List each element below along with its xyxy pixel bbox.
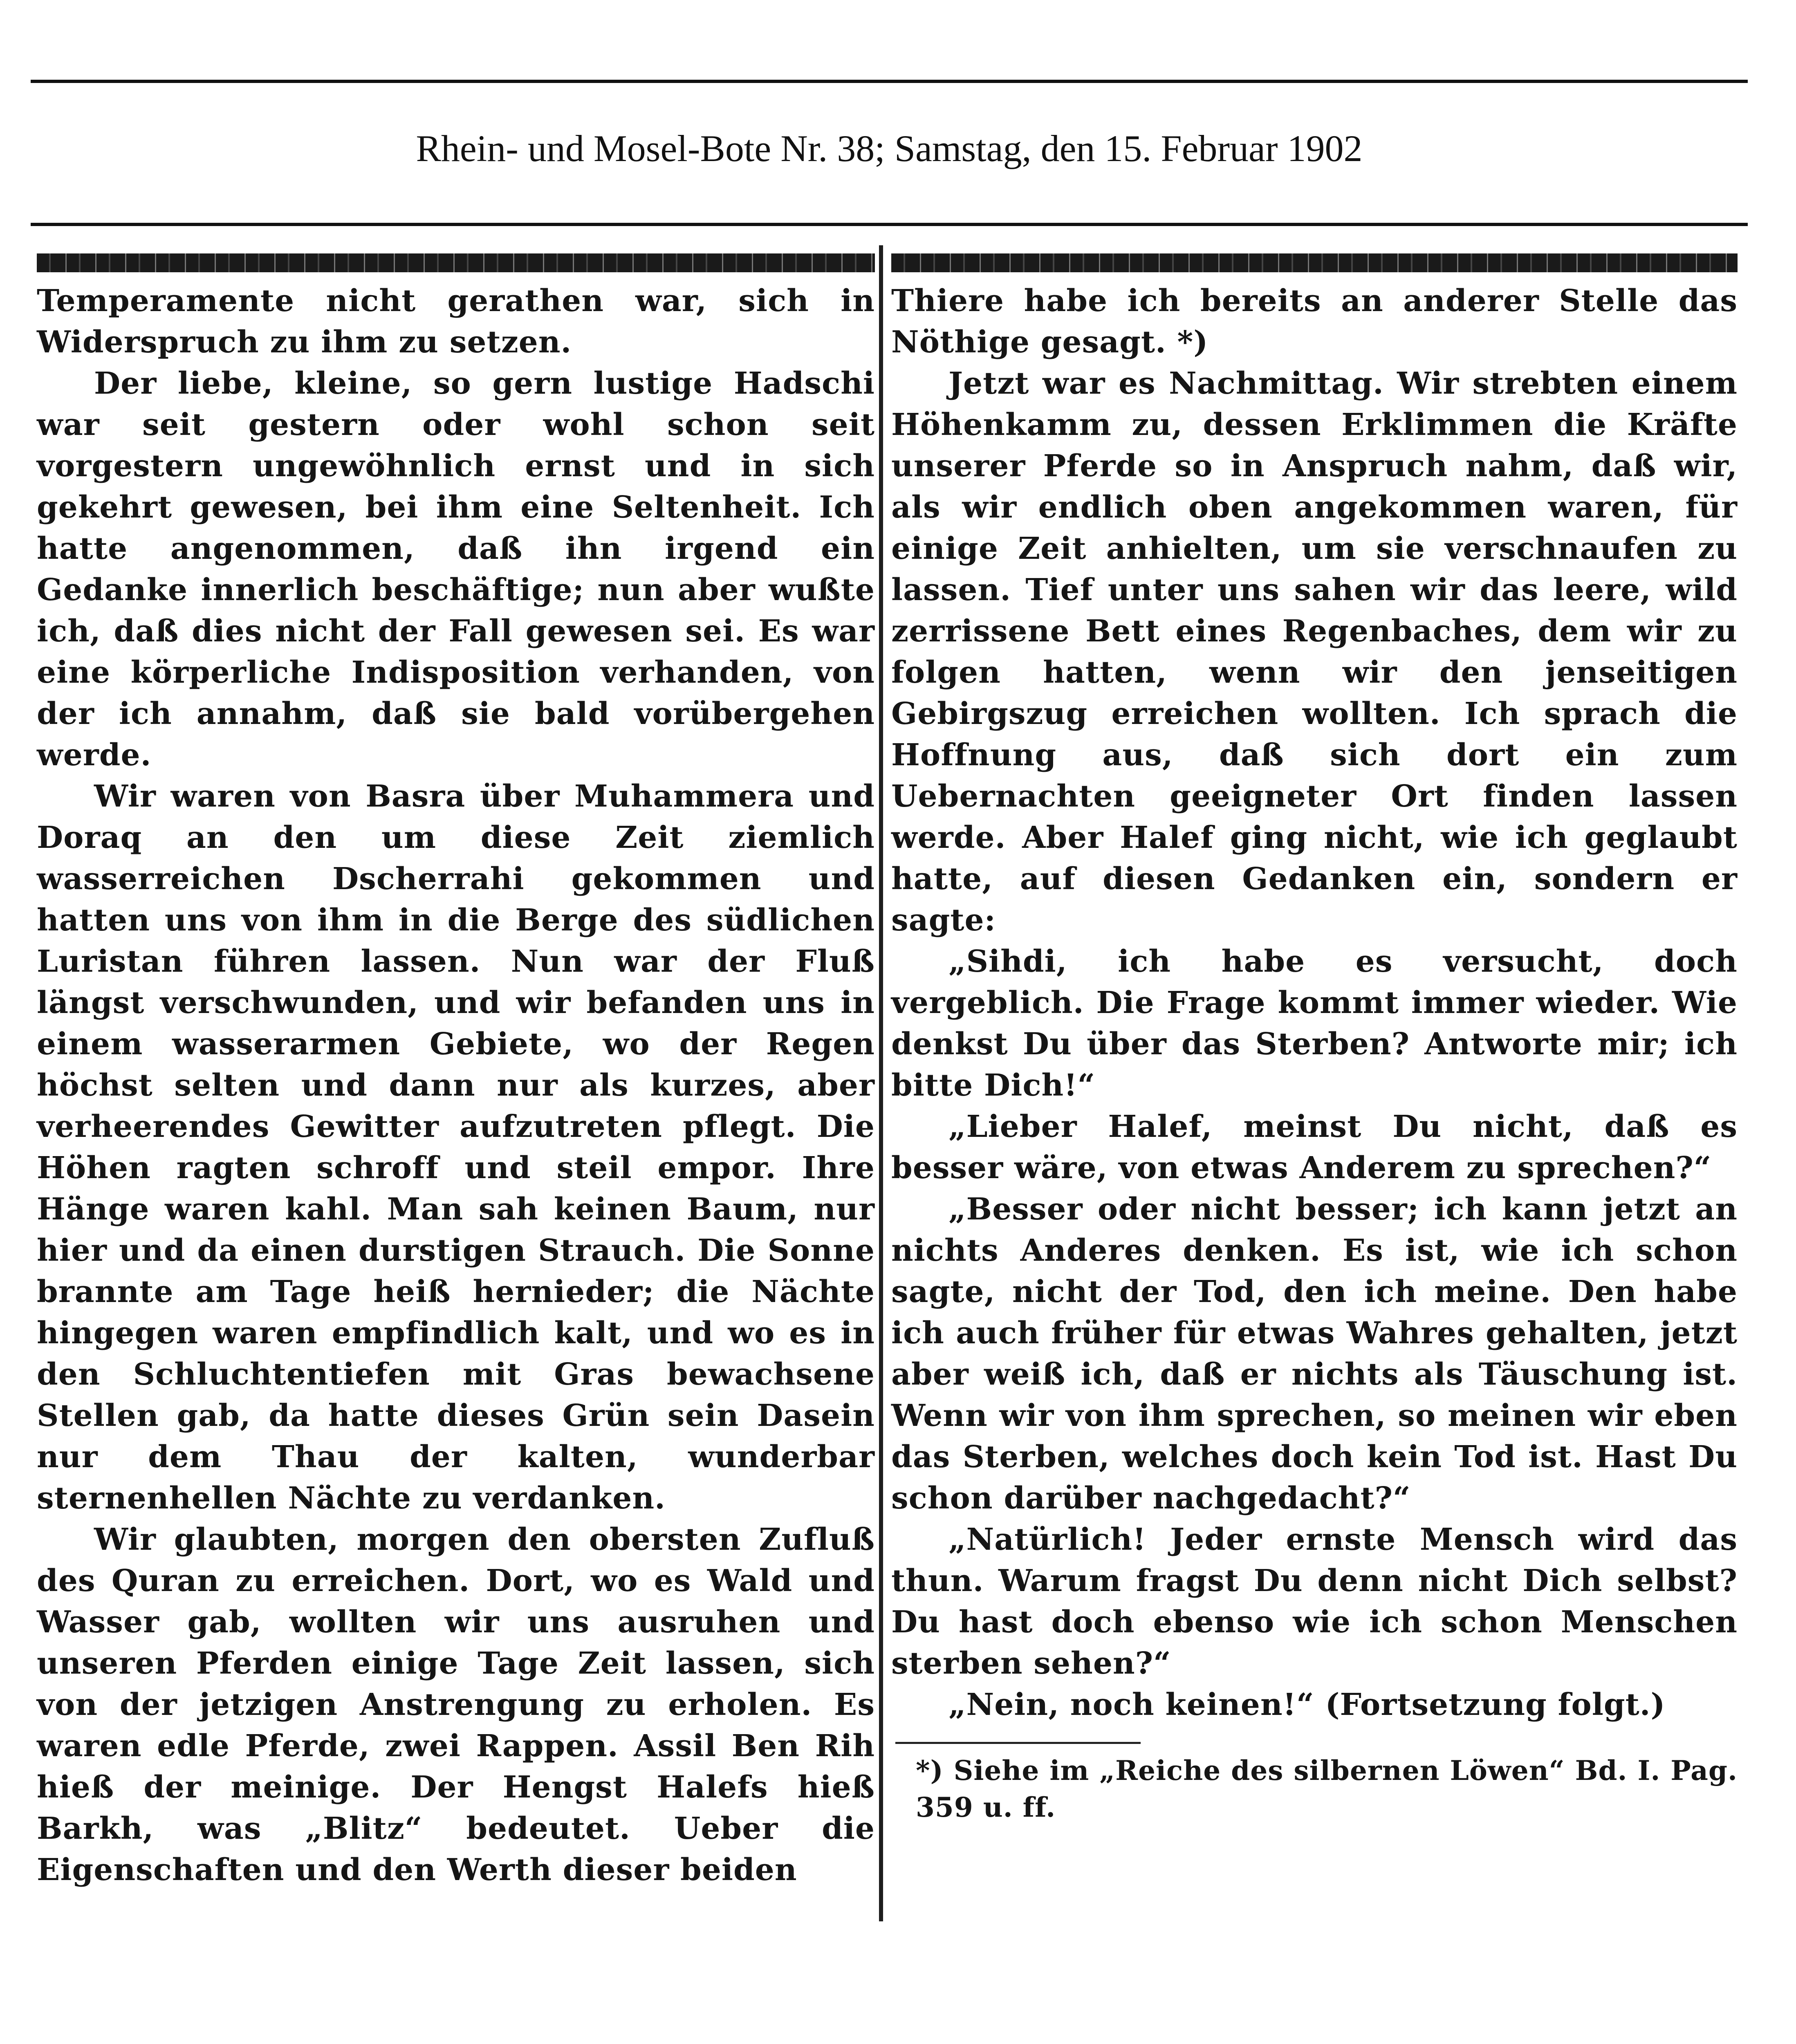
paragraph: Wir waren von Basra über Muhammera und Doraq an den um diese Zeit ziemlich wasserreichen Dscherrahi gekommen und hatten uns von ihm in die Berge des südlichen Luristan führen lassen. Nun war der Fluß längst verschwunden, und wir befanden uns in einem wasserarmen Gebiete, wo der Regen höchst selten und dann nur als kurzes, aber verheerendes Gewitter aufzutreten pflegt. Die Höhen ragten schroff und steil empor. Ihre Hänge waren kahl. Man sah keinen Baum, nur hier und da einen durstigen Strauch. Die Sonne brannte am Tage heiß hernieder; die Nächte hingegen waren empfindlich kalt, und wo es in den Schluchtentiefen mit Gras bewachsene Stellen gab, da hatte dieses Grün sein Dasein nur dem Thau der kalten, wunderbar sternenhellen Nächte zu verdanken.	[37, 779, 875, 1516]
header-rule	[31, 223, 1748, 226]
left-column	[37, 253, 875, 1930]
paragraph: „Sihdi, ich habe es versucht, doch vergeblich. Die Frage kommt immer wieder. Wie denkst Du über das Sterben? Antworte mir; ich bitte Dich!“	[891, 944, 1738, 1103]
paragraph: Jetzt war es Nachmittag. Wir strebten einem Höhenkamm zu, dessen Erklimmen die Kräfte unserer Pferde so in Anspruch nahm, daß wir, als wir endlich oben angekommen waren, für einige Zeit anhielten, um sie verschnaufen zu lassen. Tief unter uns sahen wir das leere, wild zerrissene Bett eines Regenbaches, dem wir zu folgen hatten, wenn wir den jenseitigen Gebirgszug erreichen wollten. Ich sprach die Hoffnung aus, daß sich dort ein zum Uebernachten geeigneter Ort finden lassen werde. Aber Halef ging nicht, wie ich geglaubt hatte, auf diesen Gedanken ein, sondern er sagte:	[891, 366, 1738, 938]
column-divider	[879, 245, 883, 1921]
column-top-bar	[37, 253, 875, 272]
right-column	[891, 253, 1738, 1930]
paragraph: „Lieber Halef, meinst Du nicht, daß es besser wäre, von etwas Anderem zu sprechen?“	[891, 1109, 1738, 1186]
paragraph: Der liebe, kleine, so gern lustige Hadschi war seit gestern oder wohl schon seit vorgestern ungewöhnlich ernst und in sich gekehrt gewesen, bei ihm eine Seltenheit. Ich hatte angenommen, daß ihn irgend ein Gedanke innerlich beschäftige; nun aber wußte ich, daß dies nicht der Fall gewesen sei. Es war eine körperliche Indisposition verhanden, von der ich annahm, daß sie bald vorübergehen werde.	[37, 366, 875, 773]
paragraph: Thiere habe ich bereits an anderer Stelle das Nöthige gesagt. *)	[891, 283, 1738, 360]
top-rule	[31, 80, 1748, 83]
paragraph: „Nein, noch keinen!“ (Fortsetzung folgt.)	[948, 1687, 1666, 1722]
paragraph: Wir glaubten, morgen den obersten Zufluß des Quran zu erreichen. Dort, wo es Wald und Wasser gab, wollten wir uns ausruhen und unseren Pferden einige Tage Zeit lassen, sich von der jetzigen Anstrengung zu erholen. Es waren edle Pferde, zwei Rappen. Assil Ben Rih hieß der meinige. Der Hengst Halefs hieß Barkh, was „Blitz“ bedeutet. Ueber die Eigenschaften und den Werth dieser beiden	[37, 1522, 875, 1887]
paragraph: „Besser oder nicht besser; ich kann jetzt an nichts Anderes denken. Es ist, wie ich schon sagte, nicht der Tod, den ich meine. Den habe ich auch früher für etwas Wahres gehalten, jetzt aber weiß ich, daß er nichts als Täuschung ist. Wenn wir von ihm sprechen, so meinen wir eben das Sterben, welches doch kein Tod ist. Hast Du schon darüber nachgedacht?“	[891, 1192, 1738, 1516]
footnote-rule	[895, 1742, 1141, 1744]
paragraph: „Natürlich! Jeder ernste Mensch wird das thun. Warum fragst Du denn nicht Dich selbst? Du hast doch ebenso wie ich schon Menschen sterben sehen?“	[891, 1522, 1738, 1681]
column-top-bar	[891, 253, 1738, 272]
footnote: *) Siehe im „Reiche des silbernen Löwen“ Bd. I. Pag. 359 u. ff.	[916, 1755, 1738, 1823]
page-header: Rhein- und Mosel-Bote Nr. 38; Samstag, den 15. Februar 1902	[416, 128, 1363, 169]
paragraph: Temperamente nicht gerathen war, sich in Widerspruch zu ihm zu setzen.	[37, 283, 875, 360]
